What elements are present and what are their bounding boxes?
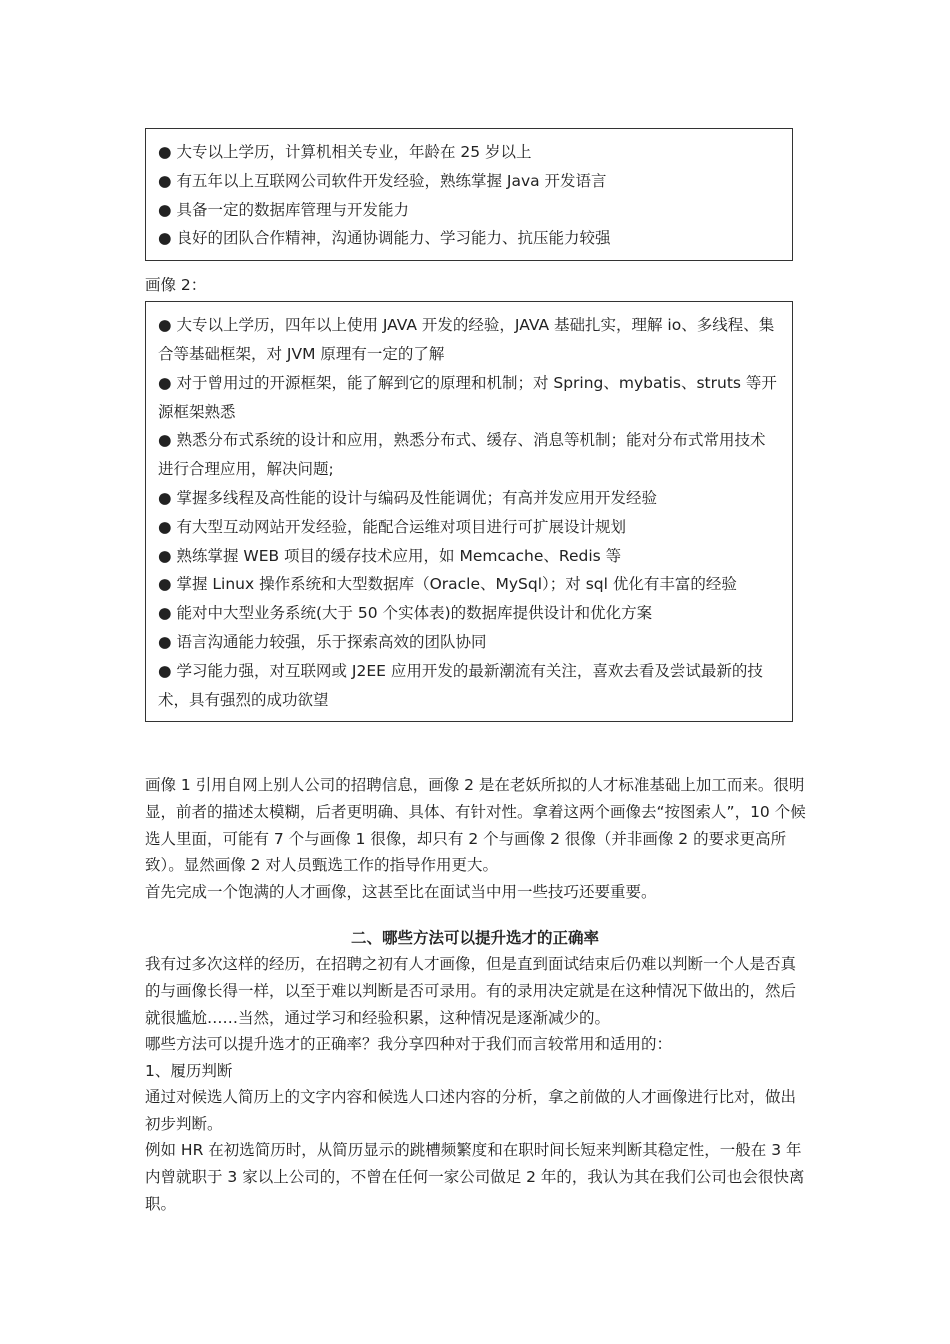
profile-2-item: ● 学习能力强，对互联网或 J2EE 应用开发的最新潮流有关注，喜欢去看及尝试最新的技术，具有强烈的成功欲望	[158, 657, 780, 715]
subheading: 1、履历判断	[145, 1061, 233, 1080]
profile-1-box	[145, 128, 793, 261]
profile-2-item: ● 掌握 Linux 操作系统和大型数据库（Oracle、MySql）；对 sql 优化有丰富的经验	[158, 570, 780, 599]
body-paragraph: 通过对候选人简历上的文字内容和候选人口述内容的分析，拿之前做的人才画像进行比对，做出初步判断。	[145, 1088, 797, 1133]
document-page	[145, 128, 805, 1217]
comparison-section	[145, 772, 807, 905]
profile-2-item: ● 对于曾用过的开源框架，能了解到它的原理和机制；对 Spring、mybatis、struts 等开源框架熟悉	[158, 369, 780, 427]
profile-1-item: ● 大专以上学历，计算机相关专业，年龄在 25 岁以上	[158, 138, 780, 167]
profile-1-item: ● 有五年以上互联网公司软件开发经验，熟练掌握 Java 开发语言	[158, 167, 780, 196]
profile-2-item: ● 熟悉分布式系统的设计和应用，熟悉分布式、缓存、消息等机制；能对分布式常用技术进行合理应用，解决问题;	[158, 426, 780, 484]
body-paragraph: 首先完成一个饱满的人才画像，这甚至比在面试当中用一些技巧还要重要。	[145, 882, 657, 901]
profile-1-item: ● 具备一定的数据库管理与开发能力	[158, 196, 780, 225]
profile-2-item: ● 掌握多线程及高性能的设计与编码及性能调优；有高并发应用开发经验	[158, 484, 780, 513]
profile-2-label: 画像 2：	[145, 276, 207, 295]
profile-2-item: ● 语言沟通能力较强，乐于探索高效的团队协同	[158, 628, 780, 657]
body-paragraph: 哪些方法可以提升选才的正确率？我分享四种对于我们而言较常用和适用的：	[145, 1035, 673, 1054]
body-paragraph: 画像 1 引用自网上别人公司的招聘信息，画像 2 是在老妖所拟的人才标准基础上加工而来。很明显，前者的描述太模糊，后者更明确、具体、有针对性。拿着这两个画像去“按图索人”，10 个候选人里面，可能有 7 个与画像 1 很像，却只有 2 个与画像 2 很像（并非画像 2 的要求更高所致）。显然画像 2 对人员甄选工作的指导作用更大。	[145, 776, 806, 875]
methods-section	[145, 951, 807, 1217]
profile-2-item: ● 有大型互动网站开发经验，能配合运维对项目进行可扩展设计规划	[158, 513, 780, 542]
body-paragraph: 例如 HR 在初选简历时，从简历显示的跳槽频繁度和在职时间长短来判断其稳定性，一般在 3 年内曾就职于 3 家以上公司的，不曾在任何一家公司做足 2 年的，我认为其在我们公司也会很快离职。	[145, 1141, 805, 1213]
profile-2-item: ● 大专以上学历，四年以上使用 JAVA 开发的经验，JAVA 基础扎实，理解 io、多线程、集合等基础框架，对 JVM 原理有一定的了解	[158, 311, 780, 369]
profile-2-item: ● 熟练掌握 WEB 项目的缓存技术应用，如 Memcache、Redis 等	[158, 542, 780, 571]
profile-1-item: ● 良好的团队合作精神，沟通协调能力、学习能力、抗压能力较强	[158, 224, 780, 253]
body-paragraph: 我有过多次这样的经历，在招聘之初有人才画像，但是直到面试结束后仍难以判断一个人是否真的与画像长得一样，以至于难以判断是否可录用。有的录用决定就是在这种情况下做出的，然后就很尴尬……当然，通过学习和经验积累，这种情况是逐渐减少的。	[145, 955, 797, 1027]
section-heading: 二、哪些方法可以提升选才的正确率	[350, 929, 599, 948]
profile-2-box	[145, 301, 793, 722]
profile-2-item: ● 能对中大型业务系统(大于 50 个实体表)的数据库提供设计和优化方案	[158, 599, 780, 628]
